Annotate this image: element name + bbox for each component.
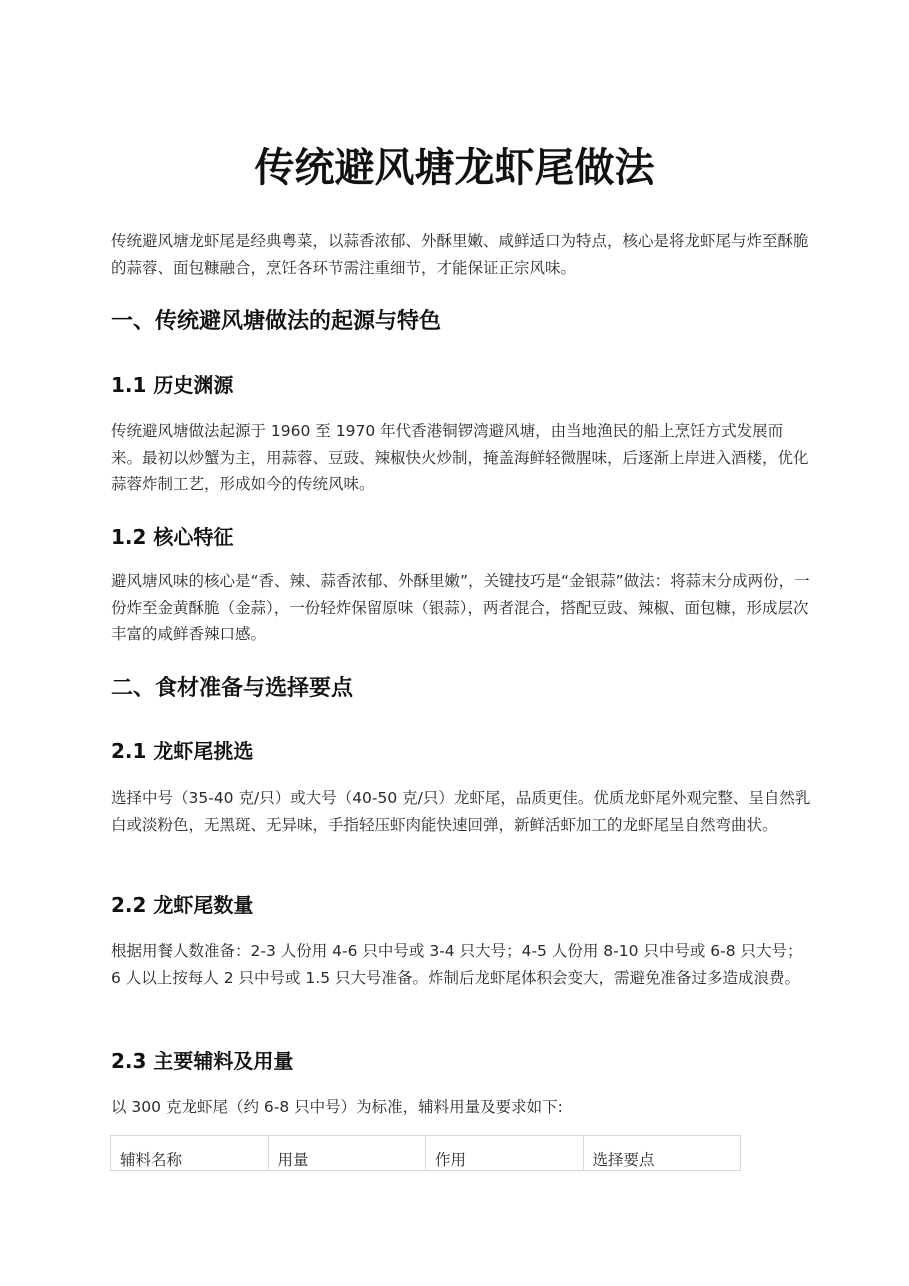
section-1-1-paragraph: 传统避风塘做法起源于 1960 至 1970 年代香港铜锣湾避风塘，由当地渔民的船上烹饪方式发展而来。最初以炒蟹为主，用蒜蓉、豆豉、辣椒快火炒制，掩盖海鲜轻微腥味，后逐渐上岸进入酒楼，优化蒜蓉炸制工艺，形成如今的传统风味。: [111, 422, 809, 493]
section-1-2-heading: 1.2 核心特征: [111, 525, 234, 549]
table-header-amount: 用量: [268, 1136, 426, 1171]
section-2-3-paragraph: 以 300 克龙虾尾（约 6-8 只中号）为标准，辅料用量及要求如下:: [111, 1098, 563, 1116]
document-title: 传统避风塘龙虾尾做法: [254, 145, 655, 191]
section-1-1-heading: 1.1 历史渊源: [111, 373, 234, 397]
section-1-heading: 一、传统避风塘做法的起源与特色: [111, 309, 442, 334]
table-header-selection: 选择要点: [583, 1136, 741, 1171]
table-header-name: 辅料名称: [111, 1136, 269, 1171]
table-header-row: [111, 1136, 741, 1171]
table-header-function: 作用: [426, 1136, 584, 1171]
section-2-1-heading: 2.1 龙虾尾挑选: [111, 739, 254, 763]
ingredients-table: [110, 1135, 741, 1171]
section-2-2-paragraph: 根据用餐人数准备：2-3 人份用 4-6 只中号或 3-4 只大号；4-5 人份用 8-10 只中号或 6-8 只大号；6 人以上按每人 2 只中号或 1.5 只大号准备。炸制后龙虾尾体积会变大，需避免准备过多造成浪费。: [111, 942, 803, 987]
section-1-2-paragraph: 避风塘风味的核心是“香、辣、蒜香浓郁、外酥里嫩”，关键技巧是“金银蒜”做法：将蒜末分成两份，一份炸至金黄酥脆（金蒜），一份轻炸保留原味（银蒜），两者混合，搭配豆豉、辣椒、面包糠，形成层次丰富的咸鲜香辣口感。: [111, 572, 810, 643]
intro-paragraph: 传统避风塘龙虾尾是经典粤菜，以蒜香浓郁、外酥里嫩、咸鲜适口为特点，核心是将龙虾尾与炸至酥脆的蒜蓉、面包糠融合，烹饪各环节需注重细节，才能保证正宗风味。: [111, 232, 809, 277]
section-2-1-paragraph: 选择中号（35-40 克/只）或大号（40-50 克/只）龙虾尾，品质更佳。优质龙虾尾外观完整、呈自然乳白或淡粉色，无黑斑、无异味，手指轻压虾肉能快速回弹，新鲜活虾加工的龙虾尾呈自然弯曲状。: [111, 789, 811, 834]
section-2-3-heading: 2.3 主要辅料及用量: [111, 1049, 294, 1073]
section-2-heading: 二、食材准备与选择要点: [111, 676, 354, 701]
section-2-2-heading: 2.2 龙虾尾数量: [111, 893, 254, 917]
